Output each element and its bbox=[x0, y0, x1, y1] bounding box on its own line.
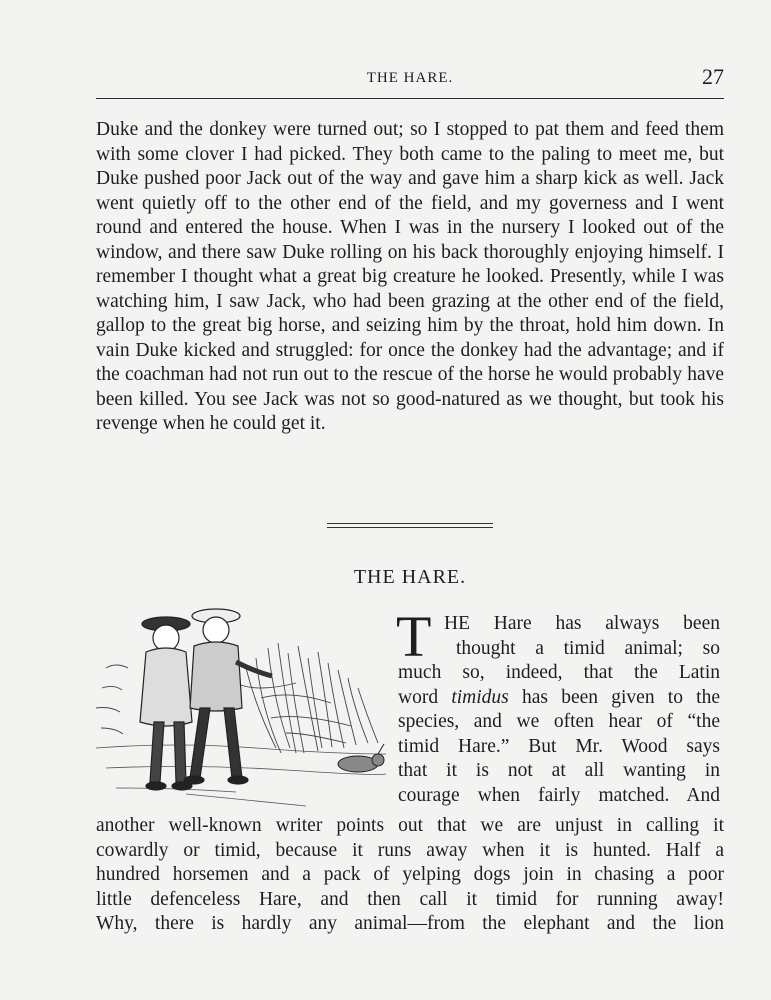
text-line: another well-known writer points out that we are unjust in calling it bbox=[96, 815, 724, 836]
text-line: thought a timid animal; so bbox=[456, 637, 720, 659]
paragraph-continued bbox=[96, 814, 724, 937]
text-line: timid Hare.” But Mr. Wood says bbox=[398, 735, 720, 757]
running-head bbox=[96, 64, 724, 98]
text-line: HE Hare has always been bbox=[444, 613, 720, 634]
boys-and-hare-engraving bbox=[96, 608, 388, 810]
drop-cap: T bbox=[396, 604, 432, 669]
header-rule bbox=[96, 98, 724, 99]
section-divider bbox=[327, 523, 493, 529]
text-line: that it is not at all wanting in bbox=[398, 760, 720, 781]
text-line: species, and we often hear of “the bbox=[398, 711, 720, 732]
text-line: Why, there is hardly any animal—from the elephant and the lion bbox=[96, 913, 724, 934]
italic-word: timidus bbox=[451, 686, 509, 708]
text-line: courage when fairly matched. And bbox=[398, 784, 720, 806]
text-line: much so, indeed, that the Latin bbox=[398, 662, 720, 683]
text-line: hundred horsemen and a pack of yelping dogs join in chasing a poor bbox=[96, 864, 724, 885]
section-title: THE HARE. bbox=[353, 566, 467, 588]
paragraph-previous-story: Duke and the donkey were turned out; so I stopped to pat them and feed them with some clover I had picked. They both came to the paling to meet me, but Duke pushed poor Jack out of the way and gave him a sharp kick as well. Jack went quietly off to the other end of the field, and my governess and I went round and entered the house. When I was in the nursery I looked out of the window, and there saw Duke rolling on his back thoroughly enjoying himself. I remember I thought what a great big creature he looked. Presently, while I was watching him, I saw Jack, who had been grazing at the other end of the field, gallop to the great big horse, and seizing him by the throat, hold him down. In vain Duke kicked and struggled: for once the donkey had the advantage; and if the coachman had not run out to the rescue of the horse he would probably have been killed. You see Jack was not so good-natured as we thought, but took his revenge when he could get it. bbox=[96, 119, 724, 434]
text-line: little defenceless Hare, and then call it timid for running away! bbox=[96, 888, 724, 910]
page-number: 27 bbox=[702, 64, 724, 89]
wrapped-paragraph bbox=[396, 604, 721, 808]
text-line-with-italic: word timidus has been given to the bbox=[398, 686, 721, 708]
running-title: THE HARE. bbox=[366, 70, 454, 86]
text-line: cowardly or timid, because it runs away when it is hunted. Half a bbox=[96, 839, 724, 861]
